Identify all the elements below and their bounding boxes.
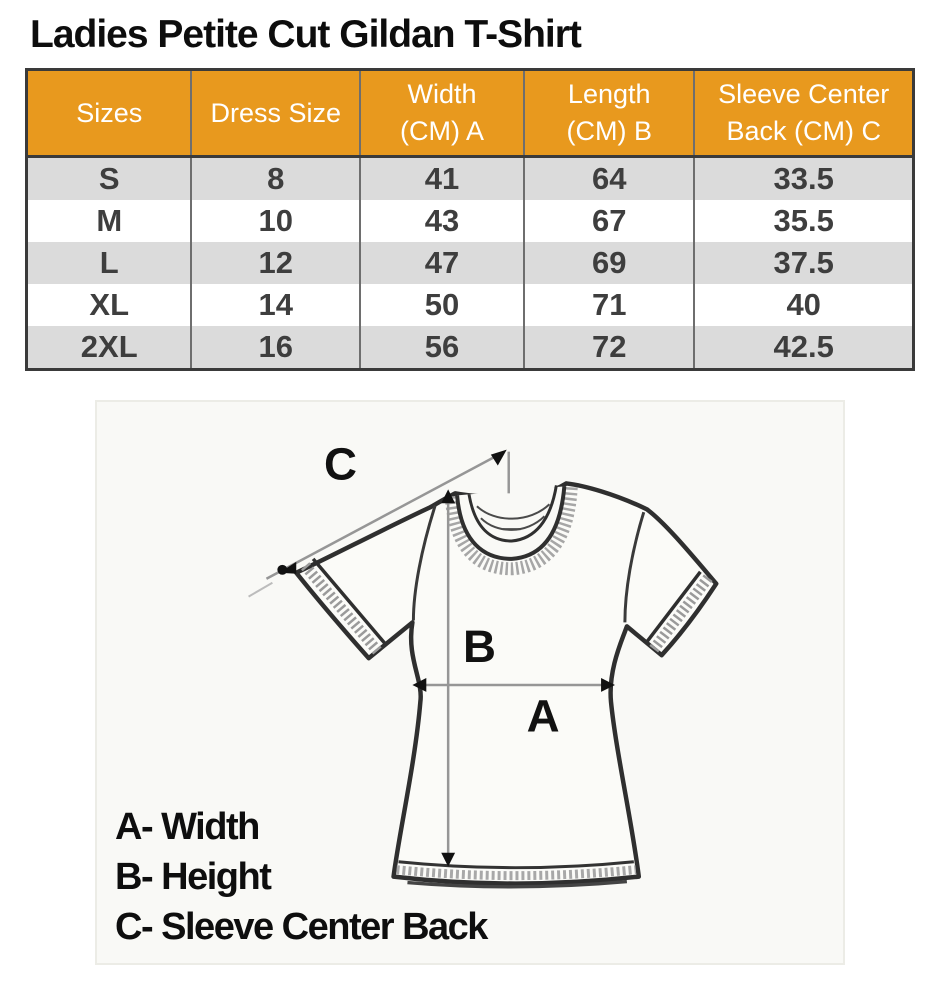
label-c: C — [324, 438, 358, 490]
size-table — [25, 68, 915, 371]
page-title: Ladies Petite Cut Gildan T-Shirt — [30, 13, 581, 56]
cell-dress-size: 12 — [191, 242, 360, 284]
col-header-length: Length (CM) B — [524, 70, 694, 157]
measurement-diagram-panel — [95, 400, 845, 965]
table-row-m — [27, 200, 914, 242]
label-a: A — [526, 690, 560, 742]
table-row-s — [27, 157, 914, 201]
cell-dress-size: 10 — [191, 200, 360, 242]
cell-dress-size: 8 — [191, 157, 360, 201]
cell-size: S — [98, 161, 120, 196]
legend-item-sleeve: C- Sleeve Center Back — [115, 906, 487, 948]
cell-dress-size: 16 — [191, 326, 360, 370]
cell-sleeve: 33.5 — [694, 157, 913, 201]
col-header-sizes: Sizes — [27, 70, 192, 157]
cell-size: 2XL — [80, 329, 138, 364]
col-header-dress-size: Dress Size — [191, 70, 360, 157]
cell-width: 50 — [360, 284, 524, 326]
cell-length: 72 — [524, 326, 694, 370]
cell-sleeve: 35.5 — [694, 200, 913, 242]
label-b: B — [463, 621, 497, 673]
size-table-header — [27, 70, 914, 157]
table-row-2xl — [27, 326, 914, 370]
col-header-sleeve-center-back: Sleeve Center Back (CM) C — [694, 70, 913, 157]
table-row-xl — [27, 284, 914, 326]
cell-size: M — [96, 203, 123, 238]
cell-dress-size: 14 — [191, 284, 360, 326]
cell-sleeve: 40 — [694, 284, 913, 326]
cell-sleeve: 37.5 — [694, 242, 913, 284]
diagram-legend — [115, 802, 487, 952]
legend-item-height: B- Height — [115, 856, 271, 898]
cell-length: 64 — [524, 157, 694, 201]
cell-width: 47 — [360, 242, 524, 284]
cell-width: 41 — [360, 157, 524, 201]
cell-size: XL — [89, 287, 130, 322]
cell-sleeve: 42.5 — [694, 326, 913, 370]
cell-size: L — [99, 245, 119, 280]
cell-width: 56 — [360, 326, 524, 370]
cell-length: 67 — [524, 200, 694, 242]
table-row-l — [27, 242, 914, 284]
col-header-width: Width (CM) A — [360, 70, 524, 157]
legend-item-width: A- Width — [115, 806, 259, 848]
cell-length: 69 — [524, 242, 694, 284]
cell-width: 43 — [360, 200, 524, 242]
cell-length: 71 — [524, 284, 694, 326]
